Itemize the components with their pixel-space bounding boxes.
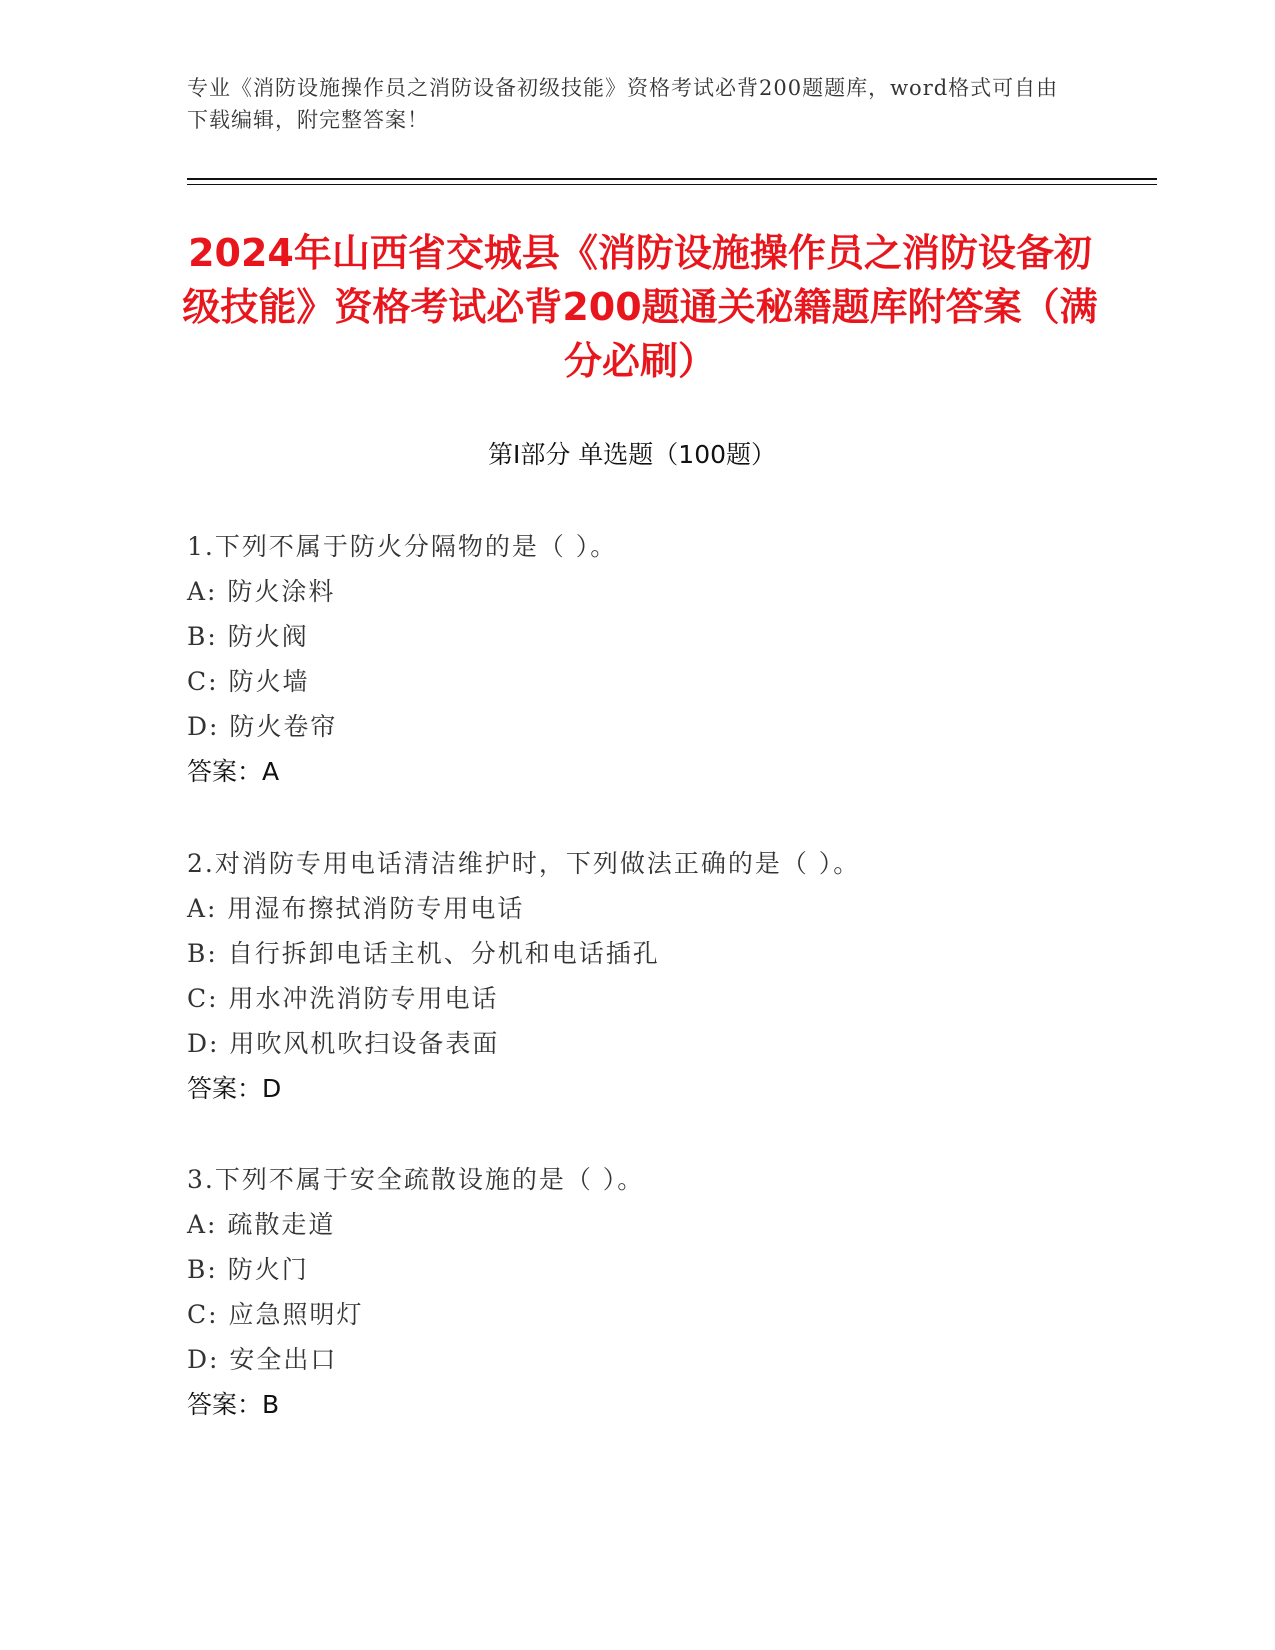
option-c: C: 应急照明灯 (187, 1300, 364, 1329)
question-block (187, 524, 1087, 794)
option-d: D: 防火卷帘 (187, 712, 338, 741)
option-a: A: 防火涂料 (187, 577, 336, 606)
question-block (187, 1157, 1087, 1427)
question-stem: 3.下列不属于安全疏散设施的是（ ）。 (187, 1165, 645, 1194)
option-a: A: 用湿布擦拭消防专用电话 (187, 894, 525, 923)
answer-line: 答案：A (187, 757, 280, 786)
option-d: D: 用吹风机吹扫设备表面 (187, 1029, 500, 1058)
option-d: D: 安全出口 (187, 1345, 338, 1374)
document-title: 2024年山西省交城县《消防设施操作员之消防设备初级技能》资格考试必背200题通关秘籍题库附答案（满分必刷） (182, 231, 1098, 383)
option-b: B: 自行拆卸电话主机、分机和电话插孔 (187, 939, 660, 968)
option-c: C: 防火墙 (187, 667, 310, 696)
section-heading: 第Ⅰ部分 单选题（100题） (487, 440, 777, 469)
option-b: B: 防火阀 (187, 622, 309, 651)
question-stem: 2.对消防专用电话清洁维护时，下列做法正确的是（ ）。 (187, 849, 861, 878)
option-a: A: 疏散走道 (187, 1210, 336, 1239)
header-rule-thick (187, 178, 1157, 180)
header-rule-thin (187, 184, 1157, 185)
option-c: C: 用水冲洗消防专用电话 (187, 984, 499, 1013)
option-b: B: 防火门 (187, 1255, 309, 1284)
header-note: 专业《消防设施操作员之消防设备初级技能》资格考试必背200题题库，word格式可自由下载编辑，附完整答案！ (187, 76, 1059, 132)
answer-line: 答案：B (187, 1390, 280, 1419)
question-stem: 1.下列不属于防火分隔物的是（ ）。 (187, 532, 618, 561)
answer-line: 答案：D (187, 1074, 282, 1103)
question-block (187, 841, 1087, 1111)
